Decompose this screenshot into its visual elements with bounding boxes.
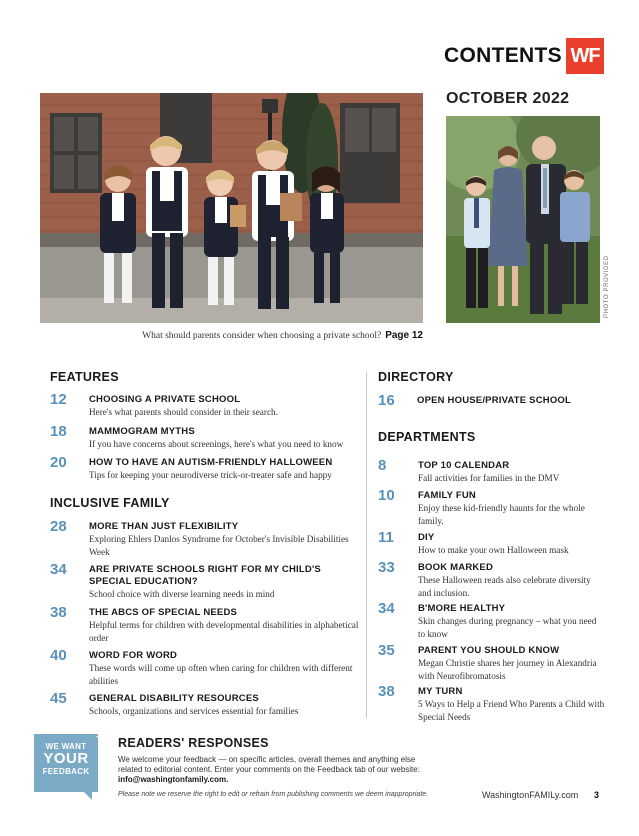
toc-title: DIY — [418, 532, 435, 543]
toc-page-number: 38 — [50, 604, 67, 621]
toc-description: Here's what parents should consider in their search. — [89, 407, 278, 417]
toc-description: Skin changes during pregnancy – what you need to know — [418, 616, 597, 639]
feedback-badge-tail — [84, 792, 92, 800]
readers-responses-heading: READERS' RESPONSES — [118, 736, 269, 750]
inclusive-family-heading: INCLUSIVE FAMILY — [50, 496, 170, 510]
toc-page-number: 28 — [50, 518, 67, 535]
toc-description: If you have concerns about screenings, here's what you need to know — [89, 439, 344, 449]
photo-credit: PHOTO PROVIDED — [604, 255, 610, 318]
side-photo-family — [446, 116, 600, 323]
toc-page-number: 16 — [378, 392, 395, 409]
toc-title: MORE THAN JUST FLEXIBILITY — [89, 521, 239, 532]
toc-title: TOP 10 CALENDAR — [418, 460, 510, 471]
toc-description: These words will come up often when caring for children with different abilities — [89, 663, 353, 686]
toc-title: PARENT YOU SHOULD KNOW — [418, 645, 560, 656]
toc-page-number: 34 — [50, 561, 67, 578]
caption-text: What should parents consider when choosing a private school? — [142, 331, 382, 341]
toc-page-number: 33 — [378, 559, 395, 576]
toc-page-number: 10 — [378, 487, 395, 504]
toc-page-number: 38 — [378, 683, 395, 700]
toc-description: Schools, organizations and services essential for families — [89, 706, 299, 716]
features-heading: FEATURES — [50, 370, 119, 384]
feedback-badge-line2: YOUR — [43, 750, 89, 767]
toc-page-number: 8 — [378, 457, 387, 474]
photo-caption — [142, 330, 423, 341]
feedback-badge[interactable] — [34, 734, 98, 792]
toc-page-number: 35 — [378, 642, 395, 659]
toc-page-number: 12 — [50, 391, 67, 408]
toc-title: ARE PRIVATE SCHOOLS RIGHT FOR MY CHILD'S SPECIAL EDUCATION? — [89, 564, 321, 587]
toc-page-number: 34 — [378, 600, 395, 617]
toc-title: OPEN HOUSE/PRIVATE SCHOOL — [417, 395, 572, 406]
toc-title: B'MORE HEALTHY — [418, 603, 506, 614]
toc-page-number: 20 — [50, 454, 67, 471]
toc-title: HOW TO HAVE AN AUTISM-FRIENDLY HALLOWEEN — [89, 457, 333, 468]
toc-title: BOOK MARKED — [418, 562, 494, 573]
toc-description: Megan Christie shares her journey in Alexandria with Neurofibromatosis — [418, 658, 597, 681]
toc-description: School choice with diverse learning needs in mind — [89, 589, 275, 599]
footer-website[interactable]: WashingtonFAMILy.com — [482, 790, 579, 800]
wf-logo: WF — [566, 38, 604, 74]
toc-description: Exploring Ehlers Danlos Syndrome for October's Invisible Disabilities Week — [89, 534, 349, 557]
toc-title: FAMILY FUN — [418, 490, 476, 501]
toc-description: These Halloween reads also celebrate diversity and inclusion. — [418, 575, 591, 598]
page-title: CONTENTS — [444, 44, 562, 67]
issue-date: OCTOBER 2022 — [446, 90, 570, 107]
feedback-email-link[interactable]: info@washingtonfamily.com. — [118, 775, 229, 784]
toc-page-number: 11 — [378, 529, 394, 546]
toc-description: Enjoy these kid-friendly haunts for the whole family. — [418, 503, 585, 526]
feedback-badge-line1: WE WANT — [45, 742, 87, 751]
caption-page-ref[interactable]: Page 12 — [385, 330, 423, 341]
feedback-badge-corner — [96, 736, 104, 744]
toc-description: How to make your own Halloween mask — [418, 545, 569, 555]
toc-description: Tips for keeping your neurodiverse trick-or-treater safe and happy — [89, 470, 332, 480]
directory-heading: DIRECTORY — [378, 370, 454, 384]
toc-page-number: 45 — [50, 690, 67, 707]
toc-page-number: 40 — [50, 647, 67, 664]
toc-title: GENERAL DISABILITY RESOURCES — [89, 693, 259, 704]
toc-description: Fall activities for families in the DMV — [418, 473, 560, 483]
toc-description: Helpful terms for children with developmental disabilities in alphabetical order — [89, 620, 359, 643]
main-photo-schoolchildren — [40, 93, 423, 323]
toc-description: 5 Ways to Help a Friend Who Parents a Child with Special Needs — [418, 699, 605, 722]
feedback-badge-line3: FEEDBACK — [42, 767, 90, 776]
toc-title: MY TURN — [418, 686, 463, 697]
toc-title: THE ABCS OF SPECIAL NEEDS — [89, 607, 238, 618]
footer-page-number: 3 — [594, 790, 600, 800]
departments-heading: DEPARTMENTS — [378, 430, 476, 444]
toc-page-number: 18 — [50, 423, 67, 440]
readers-responses-body: We welcome your feedback — on specific articles, overall themes and anything else related to editorial content. Enter your comments on the Feedback tab of our website: — [118, 755, 420, 774]
readers-responses-note: Please note we reserve the right to edit or refrain from publishing comments we deem inappropriate. — [118, 791, 429, 798]
toc-title: WORD FOR WORD — [89, 650, 178, 661]
toc-title: CHOOSING A PRIVATE SCHOOL — [89, 394, 241, 405]
toc-title: MAMMOGRAM MYTHS — [89, 426, 195, 437]
